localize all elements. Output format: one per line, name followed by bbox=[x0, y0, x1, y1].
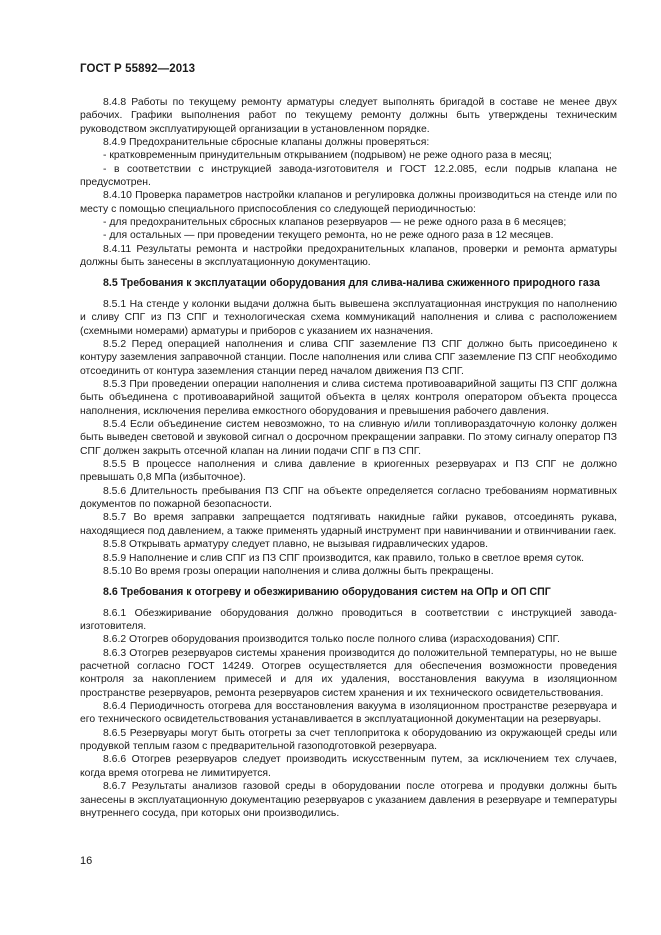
list-item: - для остальных — при проведении текущего ремонта, но не реже одного раза в 12 месяцев. bbox=[103, 230, 554, 242]
paragraph-8-4-8: 8.4.8 Работы по текущему ремонту арматуры следует выполнять бригадой в составе не менее двух рабочих. Графики выполнения работ по текущему ремонту должны быть утверждены техническим руководством эксплуатирующей организации в установленном порядке. bbox=[80, 97, 617, 135]
paragraph-8-5-10: 8.5.10 Во время грозы операции наполнения и слива должны быть прекращены. bbox=[103, 565, 494, 577]
list-item: - в соответствии с инструкцией завода-изготовителя и ГОСТ 12.2.085, если подрыв клапана не предусмотрен. bbox=[80, 163, 617, 189]
paragraph-8-4-9: 8.4.9 Предохранительные сбросные клапаны должны проверяться: bbox=[103, 137, 430, 149]
paragraph-8-5-9: 8.5.9 Наполнение и слив СПГ из ПЗ СПГ производится, как правило, только в светлое время суток. bbox=[103, 552, 585, 564]
paragraph-8-6-6: 8.6.6 Отогрев резервуаров следует производить искусственным путем, за исключением тех случаев, когда время отогрева не лимитируется. bbox=[80, 754, 617, 779]
paragraph-8-6-1: 8.6.1 Обезжиривание оборудования должно проводиться в соответствии с инструкцией завода-изготовителя. bbox=[80, 607, 617, 633]
paragraph-8-5-8: 8.5.8 Открывать арматуру следует плавно, не вызывая гидравлических ударов. bbox=[103, 539, 489, 551]
list-item: - для предохранительных сбросных клапанов резервуаров — не реже одного раза в 6 месяцев; bbox=[103, 217, 567, 229]
paragraph-8-5-7: 8.5.7 Во время заправки запрещается подтягивать накидные гайки рукавов, отсоединять рукава, находящиеся под давлением, а также применять ударный инструмент при навинчивании и отвинчивании гаек. bbox=[80, 512, 617, 537]
paragraph-8-5-5: 8.5.5 В процессе наполнения и слива давление в криогенных резервуарах и ПЗ СПГ не должно превышать 0,8 МПа (избыточное). bbox=[80, 459, 617, 484]
paragraph-8-5-4: 8.5.4 Если объединение систем невозможно, то на сливную и/или топливораздаточную колонку должен быть выведен световой и звуковой сигнал о досрочном прекращении заправки. По этому сигналу оператор ПЗ СПГ должен закрыть отсечной клапан на линии подачи СПГ в ПЗ СПГ. bbox=[80, 419, 617, 457]
document-header: ГОСТ Р 55892—2013 bbox=[80, 63, 196, 75]
paragraph-8-4-11: 8.4.11 Результаты ремонта и настройки предохранительных клапанов, проверки и ремонта арматуры должны быть занесены в эксплуатационную документацию. bbox=[80, 243, 617, 269]
page-number: 16 bbox=[80, 855, 93, 867]
paragraph-8-5-3: 8.5.3 При проведении операции наполнения и слива система противоаварийной защиты ПЗ СПГ должна быть объединена с противоаварийной защитой объекта в целях контроля оператором объекта процесса наполнения, исключения перелива емкостного оборудования и превышения рабочего давления. bbox=[80, 379, 617, 417]
paragraph-8-6-5: 8.6.5 Резервуары могут быть отогреты за счет теплопритока к оборудованию из окружающей среды или продувкой теплым газом с предварительной газоподготовкой резервуара. bbox=[80, 727, 617, 753]
paragraph-8-6-3: 8.6.3 Отогрев резервуаров системы хранения производится до положительной температуры, но не выше расчетной согласно ГОСТ 14249. Отогрев осуществляется для обеспечения возможности проведения контроля за накоплением примесей и для их удаления, восстановления вакуума в изоляционном пространстве резервуаров, ремонта резервуаров систем хранения и их технического освидетельствования. bbox=[80, 647, 617, 699]
paragraph-8-6-4: 8.6.4 Периодичность отогрева для восстановления вакуума в изоляционном пространстве резервуара и его технического освидетельствования устанавливается в эксплуатационной документации на резервуары. bbox=[80, 701, 617, 726]
paragraph-8-5-2: 8.5.2 Перед операцией наполнения и слива СПГ заземление ПЗ СПГ должно быть присоединено к контуру заземления заправочной станции. После наполнения или слива СПГ заземление ПЗ СПГ необходимо отсоединить от контура заземления станции перед началом движения ПЗ СПГ. bbox=[80, 339, 617, 377]
paragraph-8-6-7: 8.6.7 Результаты анализов газовой среды в оборудовании после отогрева и продувки должны быть занесены в эксплуатационную документацию резервуаров с указанием давления в резервуаре и температуры внутреннего сосуда, при которых они производились. bbox=[80, 781, 617, 819]
section-heading-8-5: 8.5 Требования к эксплуатации оборудования для слива-налива сжиженного природного газа bbox=[103, 277, 600, 290]
paragraph-8-4-10: 8.4.10 Проверка параметров настройки клапанов и регулировка должны производиться на стенде или по месту с помощью специального приспособления со следующей периодичностью: bbox=[80, 190, 617, 215]
paragraph-8-5-6: 8.5.6 Длительность пребывания ПЗ СПГ на объекте определяется согласно требованиям нормативных документов по пожарной безопасности. bbox=[80, 485, 617, 511]
section-heading-8-6: 8.6 Требования к отогреву и обезжириванию оборудования систем на ОПр и ОП СПГ bbox=[103, 586, 551, 599]
paragraph-8-5-1: 8.5.1 На стенде у колонки выдачи должна быть вывешена эксплуатационная инструкция по наполнению и сливу СПГ из ПЗ СПГ и технологическая схема коммуникаций наполнения и слива с расположением (схемными номерами) арматуры и приборов с указанием их назначения. bbox=[80, 298, 617, 337]
list-item: - кратковременным принудительным открыванием (подрывом) не реже одного раза в месяц; bbox=[103, 150, 552, 162]
paragraph-8-6-2: 8.6.2 Отогрев оборудования производится только после полного слива (израсходования) СПГ. bbox=[103, 634, 560, 646]
document-body bbox=[80, 96, 617, 820]
